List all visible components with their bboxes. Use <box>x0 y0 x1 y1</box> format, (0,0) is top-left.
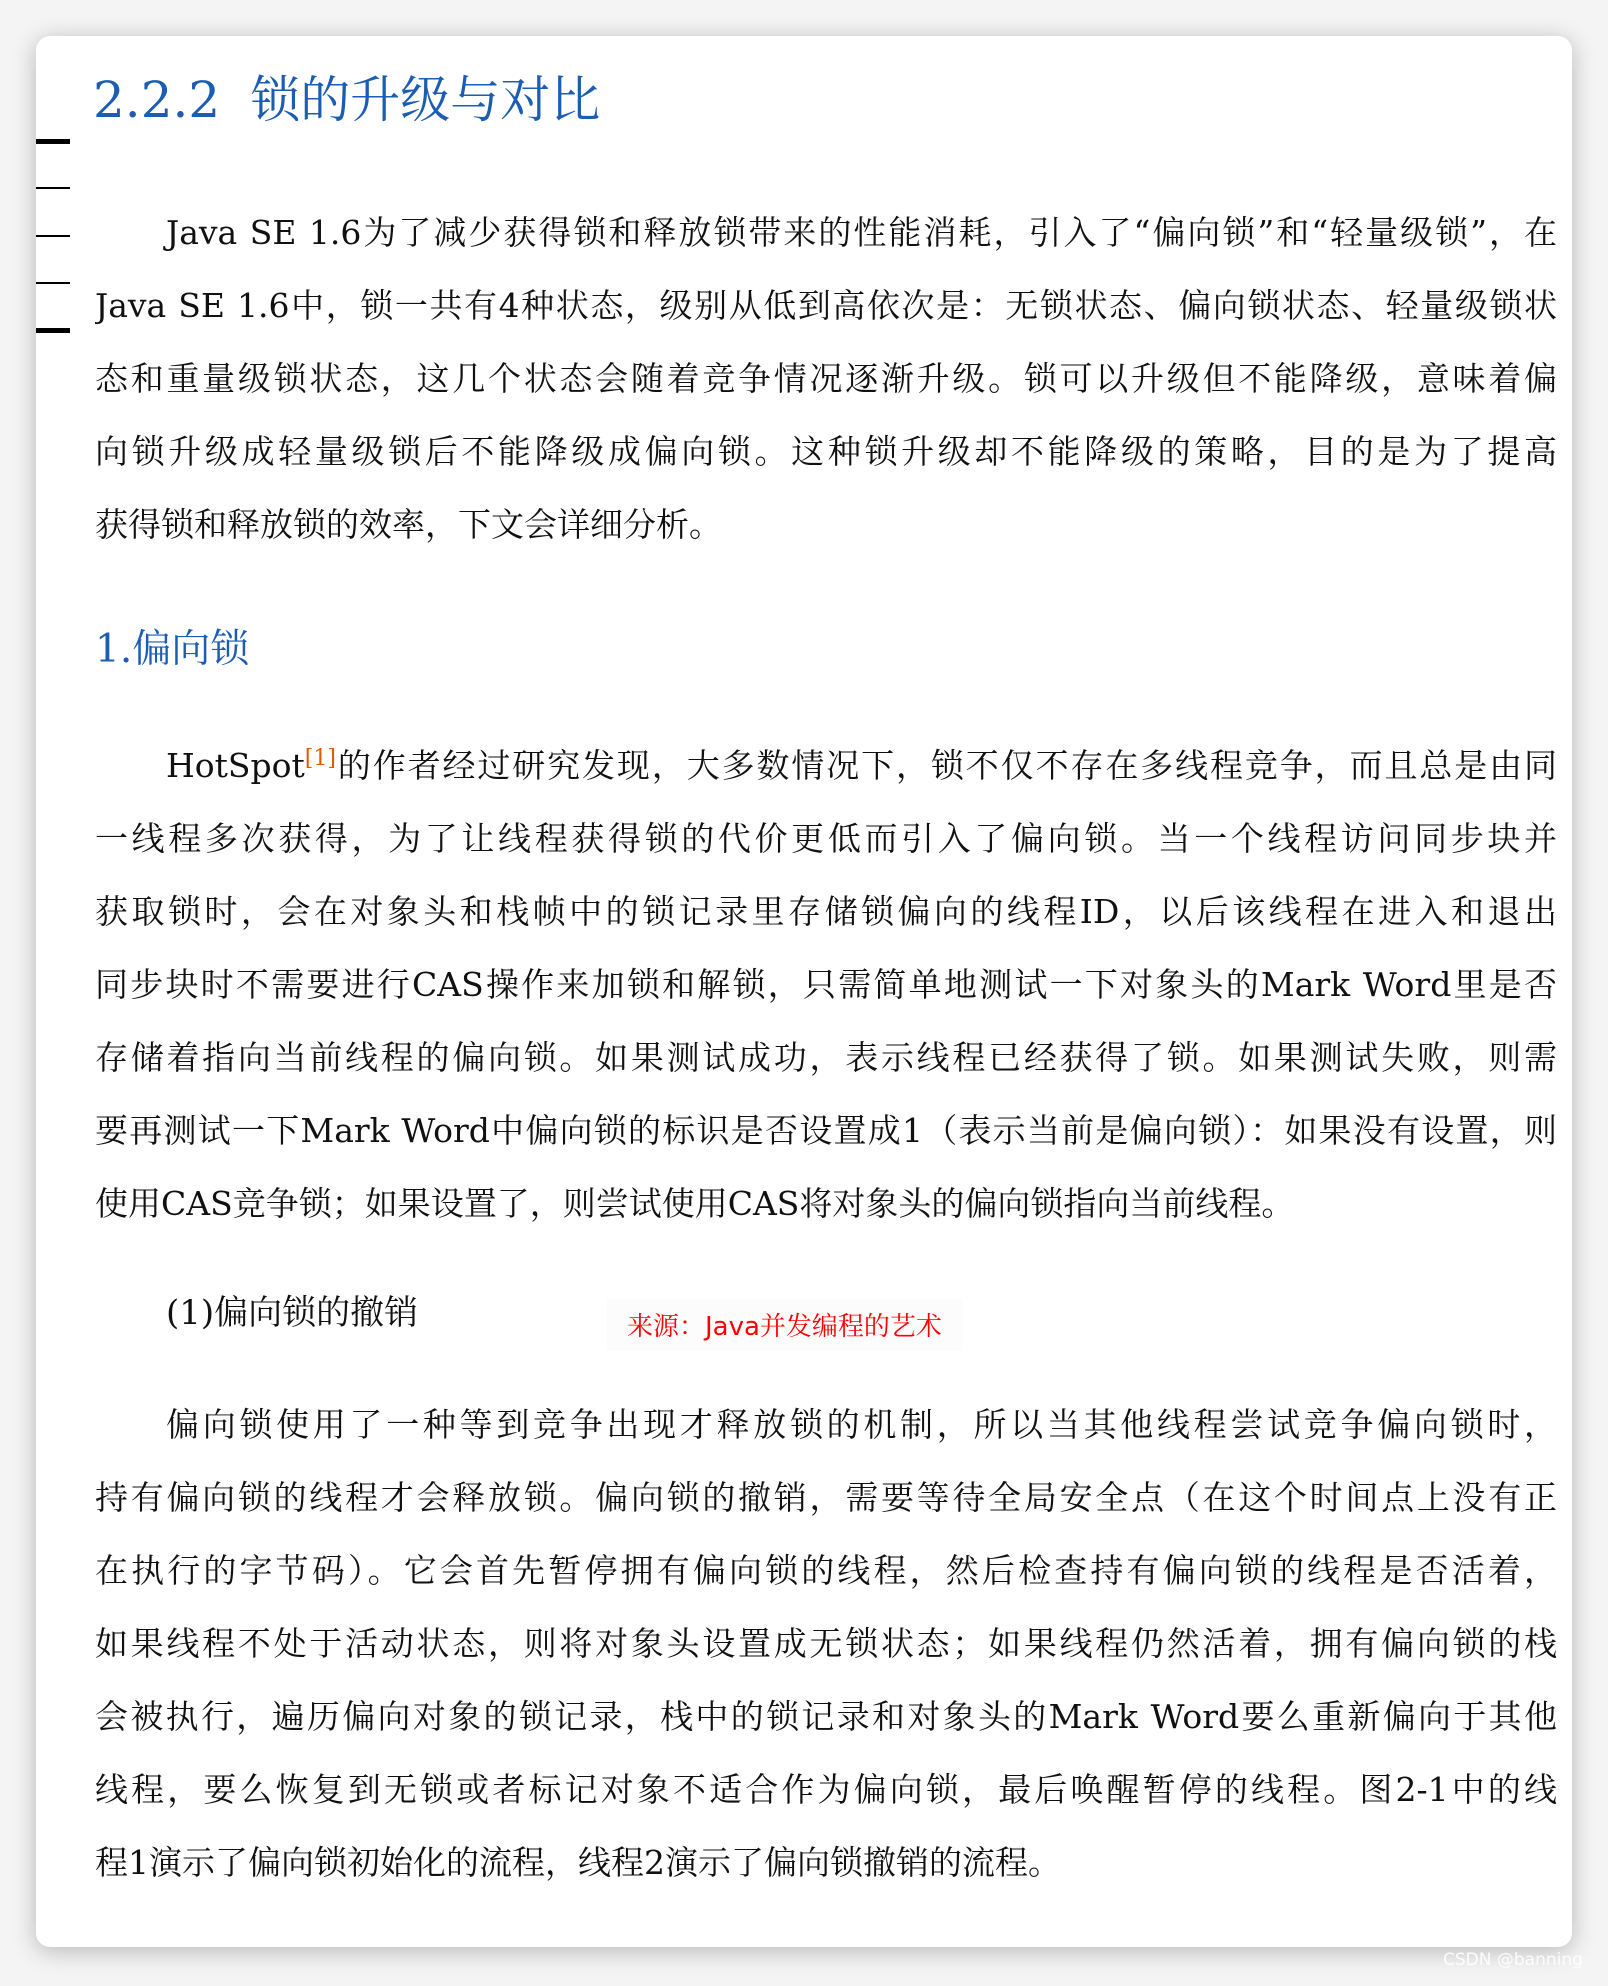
margin-mark <box>36 139 70 144</box>
text-line: 态和重量级锁状态，这几个状态会随着竞争情况逐渐升级。锁可以升级但不能降级，意味着偏 <box>95 359 1557 398</box>
margin-mark <box>36 235 70 237</box>
paragraph-intro <box>95 196 1557 561</box>
margin-mark <box>36 187 70 189</box>
text-line <box>95 729 1557 802</box>
subheading-revocation: (1)偏向锁的撤销 <box>166 1293 419 1333</box>
text-segment: HotSpot <box>166 746 305 785</box>
margin-mark <box>36 328 70 333</box>
section-title <box>93 60 600 132</box>
paragraph-biased-lock <box>95 729 1557 1240</box>
text-line: 偏向锁使用了一种等到竞争出现才释放锁的机制，所以当其他线程尝试竞争偏向锁时， <box>166 1405 1557 1444</box>
watermark: CSDN @banning <box>1443 1950 1583 1970</box>
text-line: 持有偏向锁的线程才会释放锁。偏向锁的撤销，需要等待全局安全点（在这个时间点上没有正 <box>95 1478 1557 1517</box>
section-number: 2.2.2 <box>93 71 221 129</box>
margin-mark <box>36 282 70 284</box>
heading-biased-lock: 1.偏向锁 <box>95 627 250 672</box>
text-line: 一线程多次获得，为了让线程获得锁的代价更低而引入了偏向锁。当一个线程访问同步块并 <box>95 819 1557 858</box>
paragraph-revocation <box>95 1388 1557 1899</box>
text-line: 存储着指向当前线程的偏向锁。如果测试成功，表示线程已经获得了锁。如果测试失败，则需 <box>95 1038 1557 1077</box>
text-line: 同步块时不需要进行CAS操作来加锁和解锁，只需简单地测试一下对象头的Mark Word里是否 <box>95 965 1557 1004</box>
footnote-link[interactable]: [1] <box>304 746 336 771</box>
text-line: 向锁升级成轻量级锁后不能降级成偏向锁。这种锁升级却不能降级的策略，目的是为了提高 <box>95 432 1557 471</box>
text-line: 如果线程不处于活动状态，则将对象头设置成无锁状态；如果线程仍然活着，拥有偏向锁的栈 <box>95 1624 1557 1663</box>
text-line: 会被执行，遍历偏向对象的锁记录，栈中的锁记录和对象头的Mark Word要么重新偏向于其他 <box>95 1697 1557 1736</box>
text-line: 线程，要么恢复到无锁或者标记对象不适合作为偏向锁，最后唤醒暂停的线程。图2-1中的线 <box>95 1770 1557 1809</box>
text-line: 使用CAS竞争锁；如果设置了，则尝试使用CAS将对象头的偏向锁指向当前线程。 <box>95 1184 1295 1223</box>
text-segment: 的作者经过研究发现，大多数情况下，锁不仅不存在多线程竞争，而且总是由同 <box>335 746 1557 785</box>
text-line: 在执行的字节码）。它会首先暂停拥有偏向锁的线程，然后检查持有偏向锁的线程是否活着， <box>95 1551 1557 1590</box>
source-annotation: 来源：Java并发编程的艺术 <box>607 1298 962 1351</box>
text-line: 获取锁时，会在对象头和栈帧中的锁记录里存储锁偏向的线程ID，以后该线程在进入和退出 <box>95 892 1557 931</box>
section-title-text: 锁的升级与对比 <box>250 71 601 129</box>
text-line: 程1演示了偏向锁初始化的流程，线程2演示了偏向锁撤销的流程。 <box>95 1843 1061 1882</box>
text-line: 要再测试一下Mark Word中偏向锁的标识是否设置成1（表示当前是偏向锁）：如果没有设置，则 <box>95 1111 1557 1150</box>
text-line: 获得锁和释放锁的效率，下文会详细分析。 <box>95 505 722 544</box>
text-line: Java SE 1.6中，锁一共有4种状态，级别从低到高依次是：无锁状态、偏向锁状态、轻量级锁状 <box>95 286 1557 325</box>
text-line: Java SE 1.6为了减少获得锁和释放锁带来的性能消耗，引入了“偏向锁”和“轻量级锁”，在 <box>166 213 1557 252</box>
